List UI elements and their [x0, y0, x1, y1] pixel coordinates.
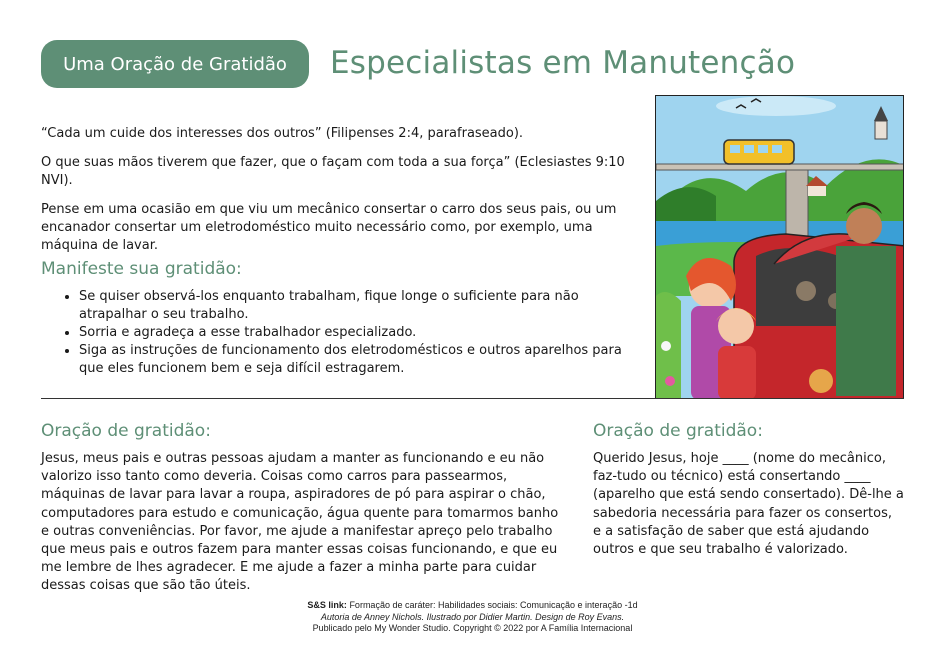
- intro-paragraph: Pense em uma ocasião em que viu um mecânico consertar o carro dos seus pais, ou um encanador consertar um eletrodoméstico muito necessário como, por exemplo, uma máquina de lavar.: [41, 202, 617, 253]
- illustration-mechanic-repairing-car: [655, 95, 904, 399]
- gratitude-heading: Manifeste sua gratidão:: [41, 259, 242, 279]
- footer-link-label: S&S link:: [307, 600, 347, 610]
- prayer-text-left: Jesus, meus pais e outras pessoas ajudam a manter as funcionando e eu não valorizo isso tanto como deveria. Coisas como carros para passearmos, máquinas de lavar para lavar a roupa, aspiradores de pó para aspirar o chão, computadores para estudo e comunicação, água quente para tomarmos banho e outras conveniências. Por favor, me ajude a manifestar apreço pelo trabalho que meus pais e outros fazem para manter essas coisas funcionando, e que eu me lembre de lhes agradecer. E me ajude a fazer a minha parte para cuidar dessas coisas que são tão úteis.: [41, 451, 559, 594]
- section-divider: [41, 398, 904, 399]
- list-item: • Siga as instruções de funcionamento dos eletrodomésticos e outros aparelhos para que eles funcionem bem e seja difícil estragarem.: [79, 342, 631, 378]
- footer-link-text: Formação de caráter: Habilidades sociais: Comunicação e interação -1d: [349, 600, 638, 610]
- intro-section: [41, 125, 631, 266]
- prayer-heading-right: Oração de gratidão:: [593, 421, 763, 441]
- prayer-heading-left: Oração de gratidão:: [41, 421, 211, 441]
- category-badge-label: Uma Oração de Gratidão: [63, 53, 287, 75]
- footer-link-line: [0, 600, 945, 612]
- list-item: • Se quiser observá-los enquanto trabalham, fique longe o suficiente para não atrapalhar o seu trabalho.: [79, 288, 631, 324]
- bible-verse-2: O que suas mãos tiverem que fazer, que o façam com toda a sua força” (Eclesiastes 9:10 NVI).: [41, 155, 625, 188]
- gratitude-list: [41, 288, 631, 378]
- list-item: • Sorria e agradeça a esse trabalhador especializado.: [79, 324, 631, 342]
- bible-verse-1: “Cada um cuide dos interesses dos outros” (Filipenses 2:4, parafraseado).: [41, 126, 524, 141]
- category-badge: [41, 40, 309, 88]
- footer-publisher: Publicado pelo My Wonder Studio. Copyright © 2022 por A Família Internacional: [312, 623, 633, 633]
- footer: [0, 600, 945, 635]
- page-title: Especialistas em Manutenção: [330, 45, 796, 81]
- prayer-text-right: Querido Jesus, hoje ____ (nome do mecânico, faz-tudo ou técnico) está consertando ____ (aparelho que está sendo consertado). Dê-lhe a sabedoria necessária para fazer os consertos, e a satisfação de saber que está ajudando outros e que seu trabalho é valorizado.: [593, 451, 904, 558]
- footer-credits: Autoria de Anney Nichols. Ilustrado por Didier Martin. Design de Roy Evans.: [320, 611, 625, 622]
